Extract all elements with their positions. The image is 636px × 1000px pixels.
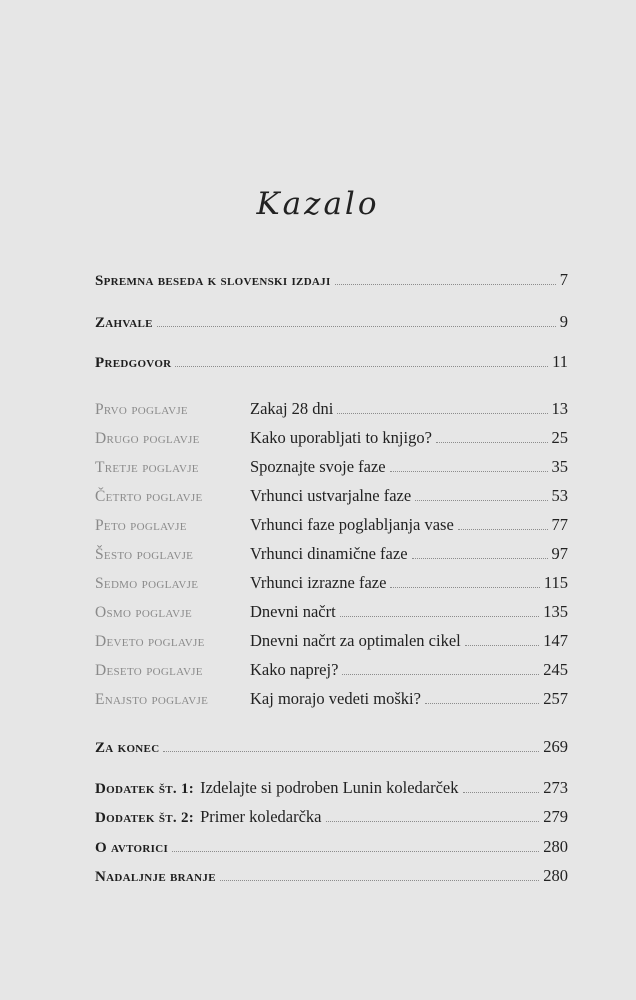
chapter-label: Šesto poglavje xyxy=(95,546,194,563)
chapter-label: Peto poglavje xyxy=(95,517,187,534)
chapter-page: 97 xyxy=(551,544,568,563)
chapter-page: 35 xyxy=(551,457,568,476)
appendix-title: Primer koledarčka xyxy=(200,807,322,826)
dot-leader xyxy=(390,587,539,588)
chapter-title: Vrhunci dinamične faze xyxy=(250,544,408,563)
dot-leader xyxy=(175,366,548,367)
dot-leader xyxy=(425,703,539,704)
appendix-label: Dodatek št. 1: xyxy=(95,781,195,797)
toc-entry-foreword-slovenian[interactable] xyxy=(95,270,568,294)
chapter-label: Osmo poglavje xyxy=(95,604,193,621)
toc-entry-page: 7 xyxy=(559,270,568,289)
chapter-label: Enajsto poglavje xyxy=(95,691,209,708)
toc-chapter-1[interactable] xyxy=(95,399,568,423)
toc-entry-acknowledgements[interactable] xyxy=(95,312,568,336)
chapter-title: Kako naprej? xyxy=(250,660,339,679)
toc-entry-conclusion[interactable] xyxy=(95,737,568,761)
toc-entry-page: 280 xyxy=(543,866,568,885)
toc-chapter-4[interactable] xyxy=(95,486,568,510)
toc-entry-further-reading[interactable] xyxy=(95,866,568,890)
chapter-page: 13 xyxy=(551,399,568,418)
chapter-page: 115 xyxy=(543,573,568,592)
appendix-title: Izdelajte si podroben Lunin koledarček xyxy=(200,778,459,797)
page-title: Kazalo xyxy=(256,186,380,222)
chapter-title: Vrhunci faze poglabljanja vase xyxy=(250,515,454,534)
dot-leader xyxy=(163,751,539,752)
chapter-title: Zakaj 28 dni xyxy=(250,399,334,418)
chapter-title: Kako uporabljati to knjigo? xyxy=(250,428,432,447)
toc-entry-page: 269 xyxy=(543,737,568,756)
chapter-title: Kaj morajo vedeti moški? xyxy=(250,689,421,708)
toc-chapter-8[interactable] xyxy=(95,602,568,626)
toc-entry-label: Spremna beseda k slovenski izdaji xyxy=(95,273,331,289)
dot-leader xyxy=(463,792,540,793)
chapter-label: Četrto poglavje xyxy=(95,488,203,505)
toc-chapter-6[interactable] xyxy=(95,544,568,568)
chapter-label: Tretje poglavje xyxy=(95,459,199,476)
chapter-page: 77 xyxy=(551,515,568,534)
chapter-label: Drugo poglavje xyxy=(95,430,200,447)
dot-leader xyxy=(220,880,539,881)
chapter-label: Sedmo poglavje xyxy=(95,575,199,592)
toc-entry-page: 280 xyxy=(543,837,568,856)
dot-leader xyxy=(415,500,547,501)
chapter-title: Spoznajte svoje faze xyxy=(250,457,386,476)
chapter-title: Vrhunci izrazne faze xyxy=(250,573,387,592)
chapter-page: 25 xyxy=(551,428,568,447)
chapter-title: Dnevni načrt xyxy=(250,602,336,621)
toc-entry-label: Za konec xyxy=(95,740,160,756)
toc-entry-label: O avtorici xyxy=(95,840,169,856)
toc-entry-page: 11 xyxy=(552,352,568,371)
toc-chapter-7[interactable] xyxy=(95,573,568,597)
toc-chapter-9[interactable] xyxy=(95,631,568,655)
chapter-page: 53 xyxy=(551,486,568,505)
dot-leader xyxy=(342,674,539,675)
dot-leader xyxy=(412,558,548,559)
appendix-label: Dodatek št. 2: xyxy=(95,810,195,826)
dot-leader xyxy=(335,284,556,285)
chapter-title: Vrhunci ustvarjalne faze xyxy=(250,486,412,505)
toc-chapter-11[interactable] xyxy=(95,689,568,713)
chapter-label: Deveto poglavje xyxy=(95,633,205,650)
toc-appendix-2[interactable] xyxy=(95,807,568,831)
toc-chapter-2[interactable] xyxy=(95,428,568,452)
toc-chapter-5[interactable] xyxy=(95,515,568,539)
chapter-page: 135 xyxy=(543,602,568,621)
appendix-page: 279 xyxy=(543,807,568,826)
dot-leader xyxy=(458,529,548,530)
toc-chapter-10[interactable] xyxy=(95,660,568,684)
chapter-page: 147 xyxy=(543,631,568,650)
chapter-label: Prvo poglavje xyxy=(95,401,188,418)
dot-leader xyxy=(340,616,540,617)
chapter-page: 257 xyxy=(543,689,568,708)
appendix-page: 273 xyxy=(543,778,568,797)
toc-entry-label: Zahvale xyxy=(95,315,153,331)
toc-entry-label: Predgovor xyxy=(95,355,172,371)
dot-leader xyxy=(337,413,547,414)
dot-leader xyxy=(157,326,556,327)
chapter-page: 245 xyxy=(543,660,568,679)
chapter-label: Deseto poglavje xyxy=(95,662,203,679)
dot-leader xyxy=(326,821,540,822)
dot-leader xyxy=(465,645,540,646)
toc-entry-preface[interactable] xyxy=(95,352,568,376)
toc-entry-label: Nadaljnje branje xyxy=(95,869,216,885)
dot-leader xyxy=(436,442,548,443)
dot-leader xyxy=(390,471,548,472)
toc-appendix-1[interactable] xyxy=(95,778,568,802)
toc-chapter-3[interactable] xyxy=(95,457,568,481)
chapter-title: Dnevni načrt za optimalen cikel xyxy=(250,631,461,650)
dot-leader xyxy=(172,851,539,852)
toc-entry-page: 9 xyxy=(559,312,568,331)
toc-entry-about-author[interactable] xyxy=(95,837,568,861)
